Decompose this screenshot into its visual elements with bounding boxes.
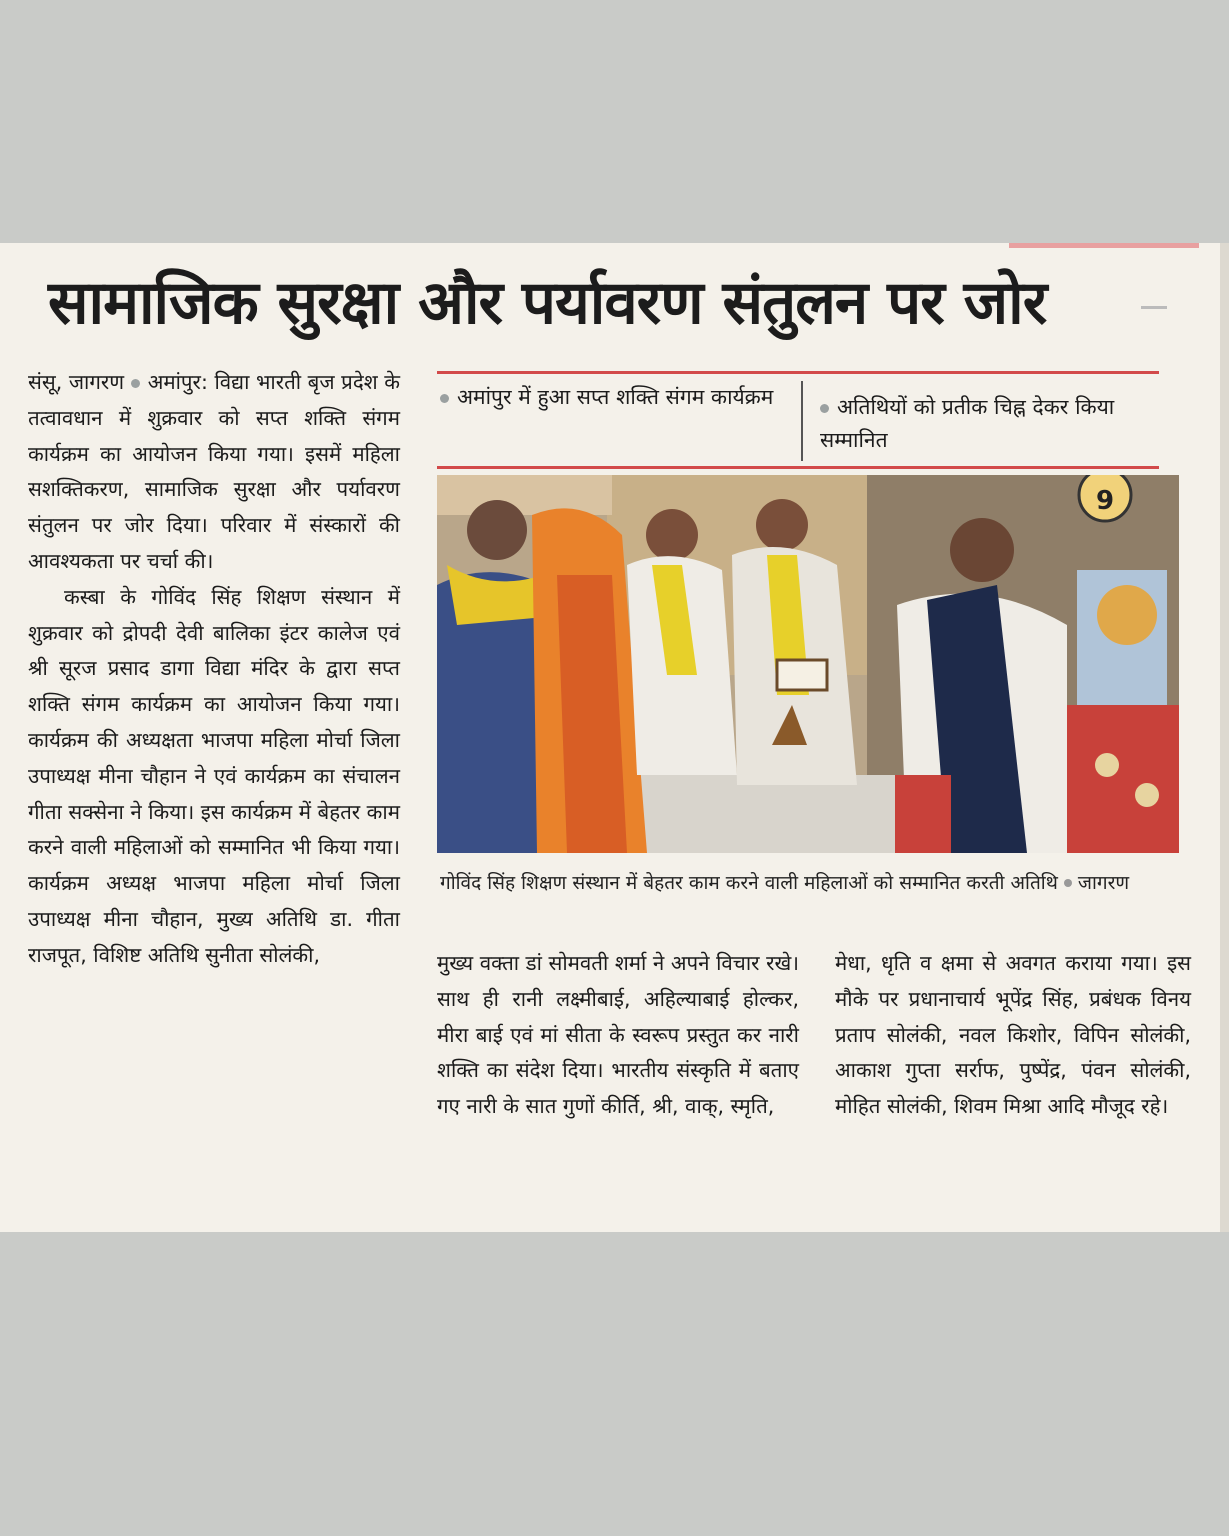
caption-text: गोविंद सिंह शिक्षण संस्थान में बेहतर काम करने वाली महिलाओं को सम्मानित करती अतिथि (440, 872, 1058, 894)
credit-dot-icon (1064, 879, 1072, 887)
news-photo (437, 475, 1179, 853)
deck-2-text: अतिथियों को प्रतीक चिह्न देकर किया सम्मानित (820, 395, 1115, 452)
headline-tick (1141, 306, 1167, 309)
dateline-source: संसू, जागरण (28, 370, 125, 394)
newspaper-clipping (0, 243, 1229, 1232)
dateline-place: अमांपुर: (147, 370, 208, 394)
paragraph-1 (28, 365, 400, 580)
photo-number-badge: 9 (1095, 486, 1115, 516)
photo-illustration (437, 475, 1179, 853)
deck-1-text: अमांपुर में हुआ सप्त शक्ति संगम कार्यक्रम (457, 385, 774, 409)
deck-1 (440, 381, 785, 414)
dateline-dot-icon (131, 379, 140, 388)
column-3: मेधा, धृति व क्षमा से अवगत कराया गया। इस मौके पर प्रधानाचार्य भूपेंद्र सिंह, प्रबंधक विनय प्रताप सोलंकी, नवल किशोर, विपिन सोलंकी, आकाश गुप्ता सर्राफ, पुष्पेंद्र, पंवन सोलंकी, मोहित सोलंकी, शिवम मिश्रा आदि मौजूद रहे। (835, 951, 1191, 1119)
deck-bullet-icon (820, 404, 829, 413)
top-color-strip (1009, 243, 1199, 248)
page-edge (1220, 243, 1229, 1232)
headline: सामाजिक सुरक्षा और पर्यावरण संतुलन पर जोर (48, 268, 1047, 338)
column-1 (28, 365, 400, 974)
paragraph-1-text: विद्या भारती बृज प्रदेश के तत्वावधान में शुक्रवार को सप्त शक्ति संगम कार्यक्रम का आयोजन किया गया। इसमें महिला सशक्तिकरण, सामाजिक सुरक्षा और पर्यावरण संतुलन पर जोर दिया। परिवार में संस्कारों की आवश्यकता पर चर्चा की। (28, 370, 400, 573)
deck-bullet-icon (440, 394, 449, 403)
column-2: मुख्य वक्ता डां सोमवती शर्मा ने अपने विचार रखे। साथ ही रानी लक्ष्मीबाई, अहिल्याबाई होल्कर, मीरा बाई एवं मां सीता के स्वरूप प्रस्तुत कर नारी शक्ति का संदेश दिया। भारतीय संस्कृति में बताए गए नारी के सात गुणों कीर्ति, श्री, वाक्, स्मृति, (437, 951, 799, 1119)
deck-top-rule (437, 371, 1159, 374)
caption-credit: जागरण (1077, 872, 1130, 894)
photo-caption (440, 867, 1170, 900)
paragraph-2: कस्बा के गोविंद सिंह शिक्षण संस्थान में शुक्रवार को द्रोपदी देवी बालिका इंटर कालेज एवं श्री सूरज प्रसाद डागा विद्या मंदिर के द्वारा सप्त शक्ति संगम कार्यक्रम का आयोजन किया गया। कार्यक्रम की अध्यक्षता भाजपा महिला मोर्चा जिला उपाध्यक्ष मीना चौहान ने एवं कार्यक्रम का संचालन गीता सक्सेना ने किया। इस कार्यक्रम में बेहतर काम करने वाली महिलाओं को सम्मानित भी किया गया। कार्यक्रम अध्यक्ष भाजपा महिला मोर्चा जिला उपाध्यक्ष मीना चौहान, मुख्य अतिथि डा. गीता राजपूत, विशिष्ट अतिथि सुनीता सोलंकी, (28, 584, 400, 967)
deck-separator (801, 381, 803, 461)
deck-2 (820, 391, 1150, 457)
deck-bottom-rule (437, 466, 1159, 469)
